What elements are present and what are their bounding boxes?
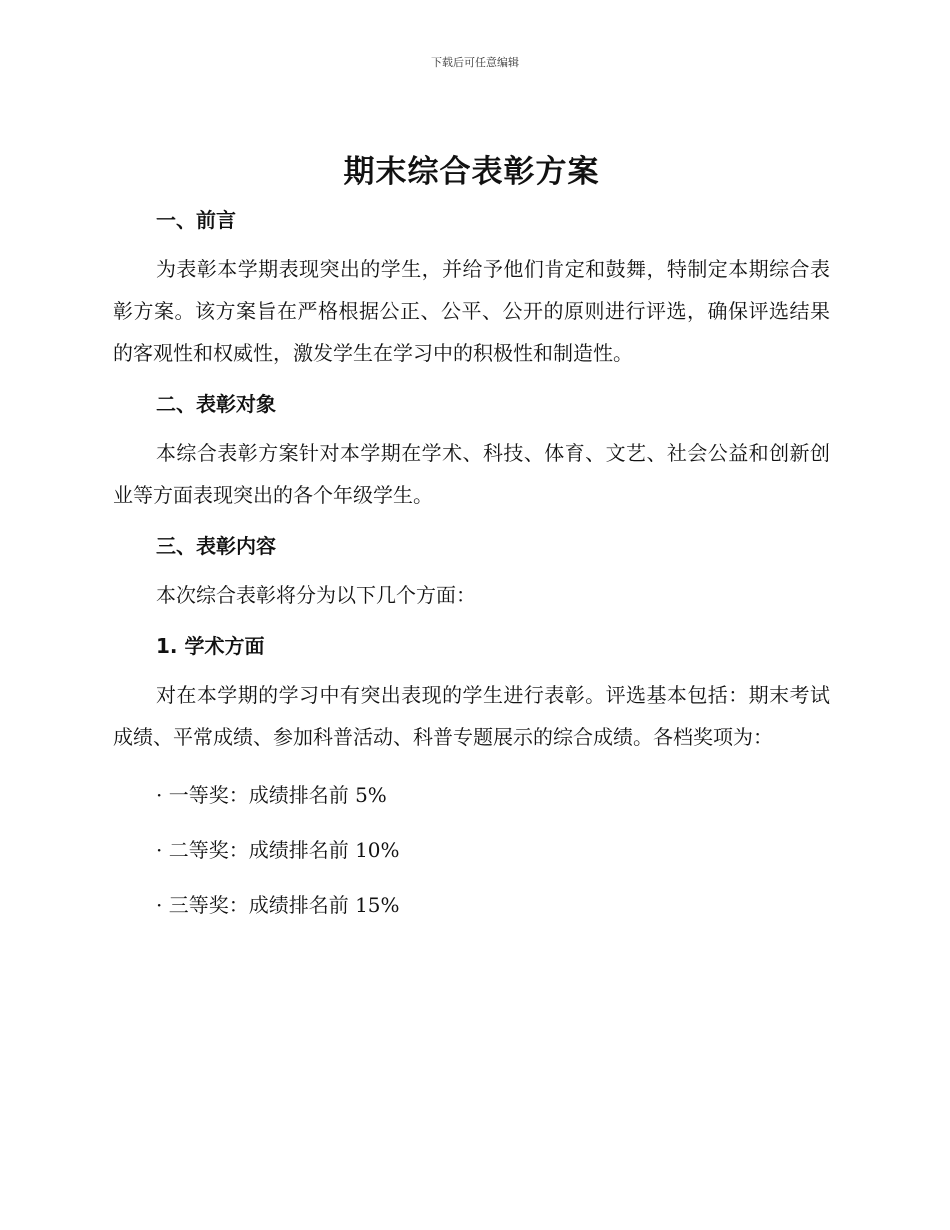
targets-paragraph: 本综合表彰方案针对本学期在学术、科技、体育、文艺、社会公益和创新创业等方面表现突出的各个年级学生。 (113, 441, 830, 507)
document-content (113, 150, 830, 939)
section-heading-content: 三、表彰内容 (156, 534, 276, 558)
document-title: 期末综合表彰方案 (343, 154, 600, 190)
award-item-third: · 三等奖：成绩排名前 15% (156, 893, 400, 917)
header-note: 下载后可任意编辑 (431, 56, 519, 69)
award-item-first: · 一等奖：成绩排名前 5% (156, 783, 387, 807)
subsection-heading-academic: 1. 学术方面 (156, 634, 265, 658)
section-heading-targets: 二、表彰对象 (156, 392, 276, 416)
content-intro-paragraph: 本次综合表彰将分为以下几个方面： (156, 583, 476, 607)
award-item-second: · 二等奖：成绩排名前 10% (156, 838, 400, 862)
preface-paragraph: 为表彰本学期表现突出的学生，并给予他们肯定和鼓舞，特制定本期综合表彰方案。该方案旨在严格根据公正、公平、公开的原则进行评选，确保评选结果的客观性和权威性，激发学生在学习中的积极性和制造性。 (113, 257, 830, 365)
academic-paragraph: 对在本学期的学习中有突出表现的学生进行表彰。评选基本包括：期末考试成绩、平常成绩、参加科普活动、科普专题展示的综合成绩。各档奖项为： (113, 683, 830, 749)
section-heading-preface: 一、前言 (156, 208, 236, 232)
